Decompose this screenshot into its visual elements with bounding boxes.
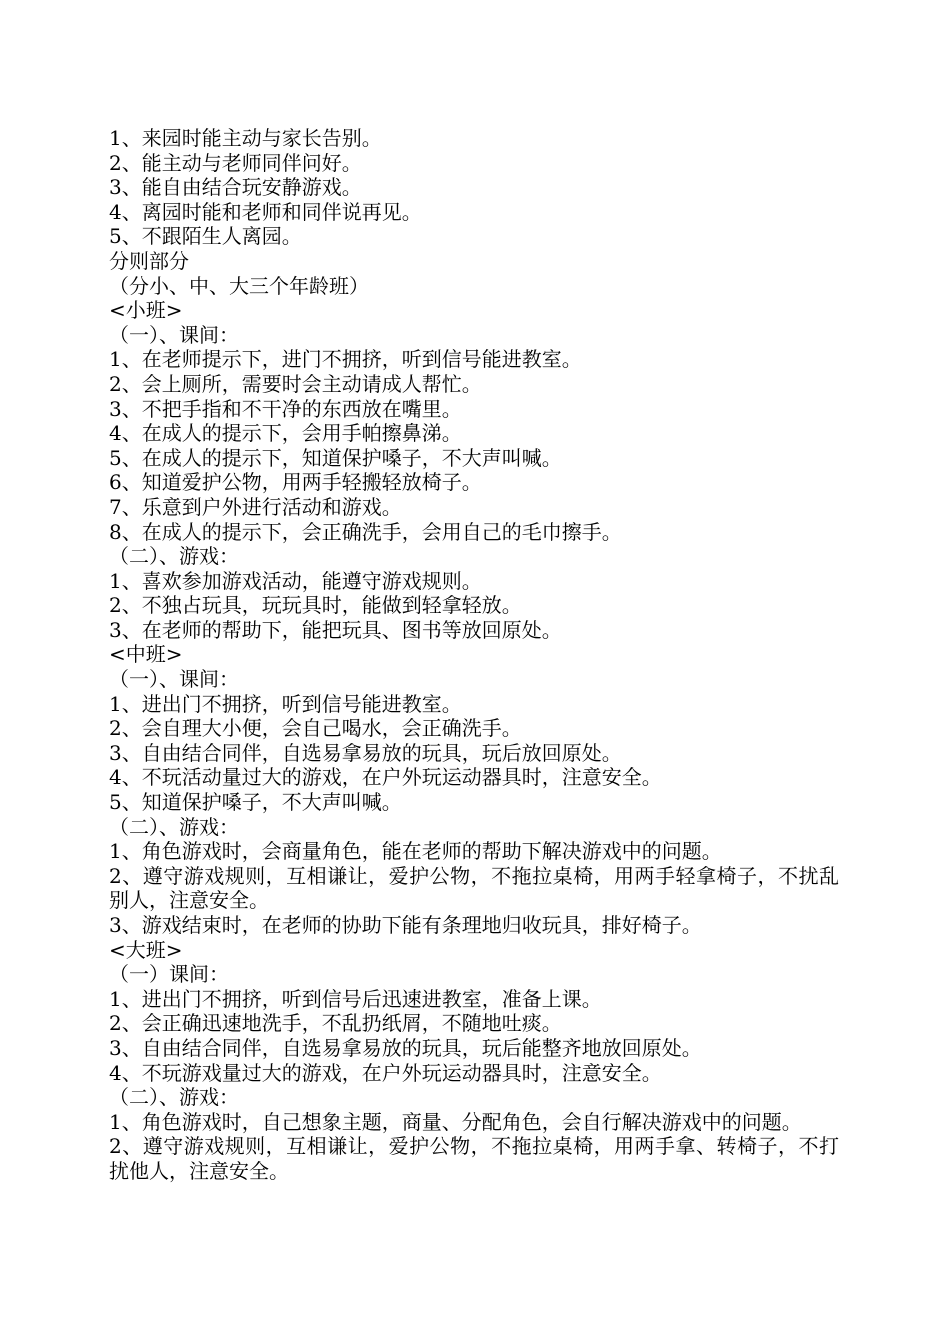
class-heading-small: <小班> (109, 298, 183, 323)
subsection-heading: （一）、课间： (109, 322, 239, 347)
text-line: 8、在成人的提示下，会正确洗手，会用自己的毛巾擦手。 (109, 519, 622, 544)
text-line: 4、离园时能和老师和同伴说再见。 (109, 199, 422, 224)
class-heading-middle: <中班> (109, 642, 183, 667)
text-line: 1、在老师提示下，进门不拥挤，听到信号能进教室。 (109, 347, 582, 372)
text-line: 3、自由结合同伴，自选易拿易放的玩具，玩后能整齐地放回原处。 (109, 1035, 702, 1060)
text-line: 3、能自由结合玩安静游戏。 (109, 175, 362, 200)
class-heading-large: <大班> (109, 937, 183, 962)
text-line: 5、知道保护嗓子，不大声叫喊。 (109, 790, 402, 815)
text-line: 1、进出门不拥挤，听到信号后迅速进教室，准备上课。 (109, 986, 602, 1011)
text-line: 2、会上厕所，需要时会主动请成人帮忙。 (109, 371, 482, 396)
text-line: 4、不玩活动量过大的游戏，在户外玩运动器具时，注意安全。 (109, 765, 662, 790)
text-line: 1、来园时能主动与家长告别。 (109, 126, 382, 150)
text-line: 5、不跟陌生人离园。 (109, 224, 302, 249)
section-heading: 分则部分 (109, 248, 189, 273)
text-line: 6、知道爱护公物，用两手轻搬轻放椅子。 (109, 470, 482, 495)
section-note: （分小、中、大三个年龄班） (109, 273, 369, 298)
subsection-heading: （一）课间： (109, 962, 229, 987)
text-line: 2、不独占玩具，玩玩具时，能做到轻拿轻放。 (109, 593, 522, 618)
text-line: 3、自由结合同伴，自选易拿易放的玩具，玩后放回原处。 (109, 740, 622, 765)
text-line: 2、能主动与老师同伴问好。 (109, 150, 362, 175)
text-paragraph: 2、遵守游戏规则，互相谦让，爱护公物，不拖拉桌椅，用两手轻拿椅子，不扰乱别人，注意安全。 (109, 863, 839, 913)
text-line: 2、会自理大小便，会自己喝水，会正确洗手。 (109, 716, 522, 741)
text-line: 2、会正确迅速地洗手，不乱扔纸屑，不随地吐痰。 (109, 1011, 562, 1036)
text-line: 3、游戏结束时，在老师的协助下能有条理地归收玩具，排好椅子。 (109, 913, 702, 937)
subsection-heading: （二）、游戏： (109, 814, 239, 839)
text-line: 1、喜欢参加游戏活动，能遵守游戏规则。 (109, 568, 482, 593)
text-paragraph: 1、角色游戏时，自己想象主题，商量、分配角色，会自行解决游戏中的问题。 (109, 1109, 802, 1134)
subsection-heading: （二）、游戏： (109, 1085, 239, 1110)
text-line: 7、乐意到户外进行活动和游戏。 (109, 494, 402, 519)
text-line: 4、不玩游戏量过大的游戏，在户外玩运动器具时，注意安全。 (109, 1060, 662, 1085)
text-line: 5、在成人的提示下，知道保护嗓子，不大声叫喊。 (109, 445, 562, 470)
text-line: 3、在老师的帮助下，能把玩具、图书等放回原处。 (109, 617, 562, 642)
text-paragraph: 2、遵守游戏规则，互相谦让，爱护公物，不拖拉桌椅，用两手拿、转椅子，不打扰他人，注意安全。 (109, 1134, 839, 1183)
text-line: 1、进出门不拥挤，听到信号能进教室。 (109, 691, 462, 716)
text-line: 1、角色游戏时，会商量角色，能在老师的帮助下解决游戏中的问题。 (109, 839, 722, 864)
text-line: 4、在成人的提示下，会用手帕擦鼻涕。 (109, 421, 462, 446)
subsection-heading: （一）、课间： (109, 667, 239, 692)
text-line: 3、不把手指和不干净的东西放在嘴里。 (109, 396, 462, 421)
document-body (109, 126, 839, 1184)
subsection-heading: （二）、游戏： (109, 544, 239, 569)
